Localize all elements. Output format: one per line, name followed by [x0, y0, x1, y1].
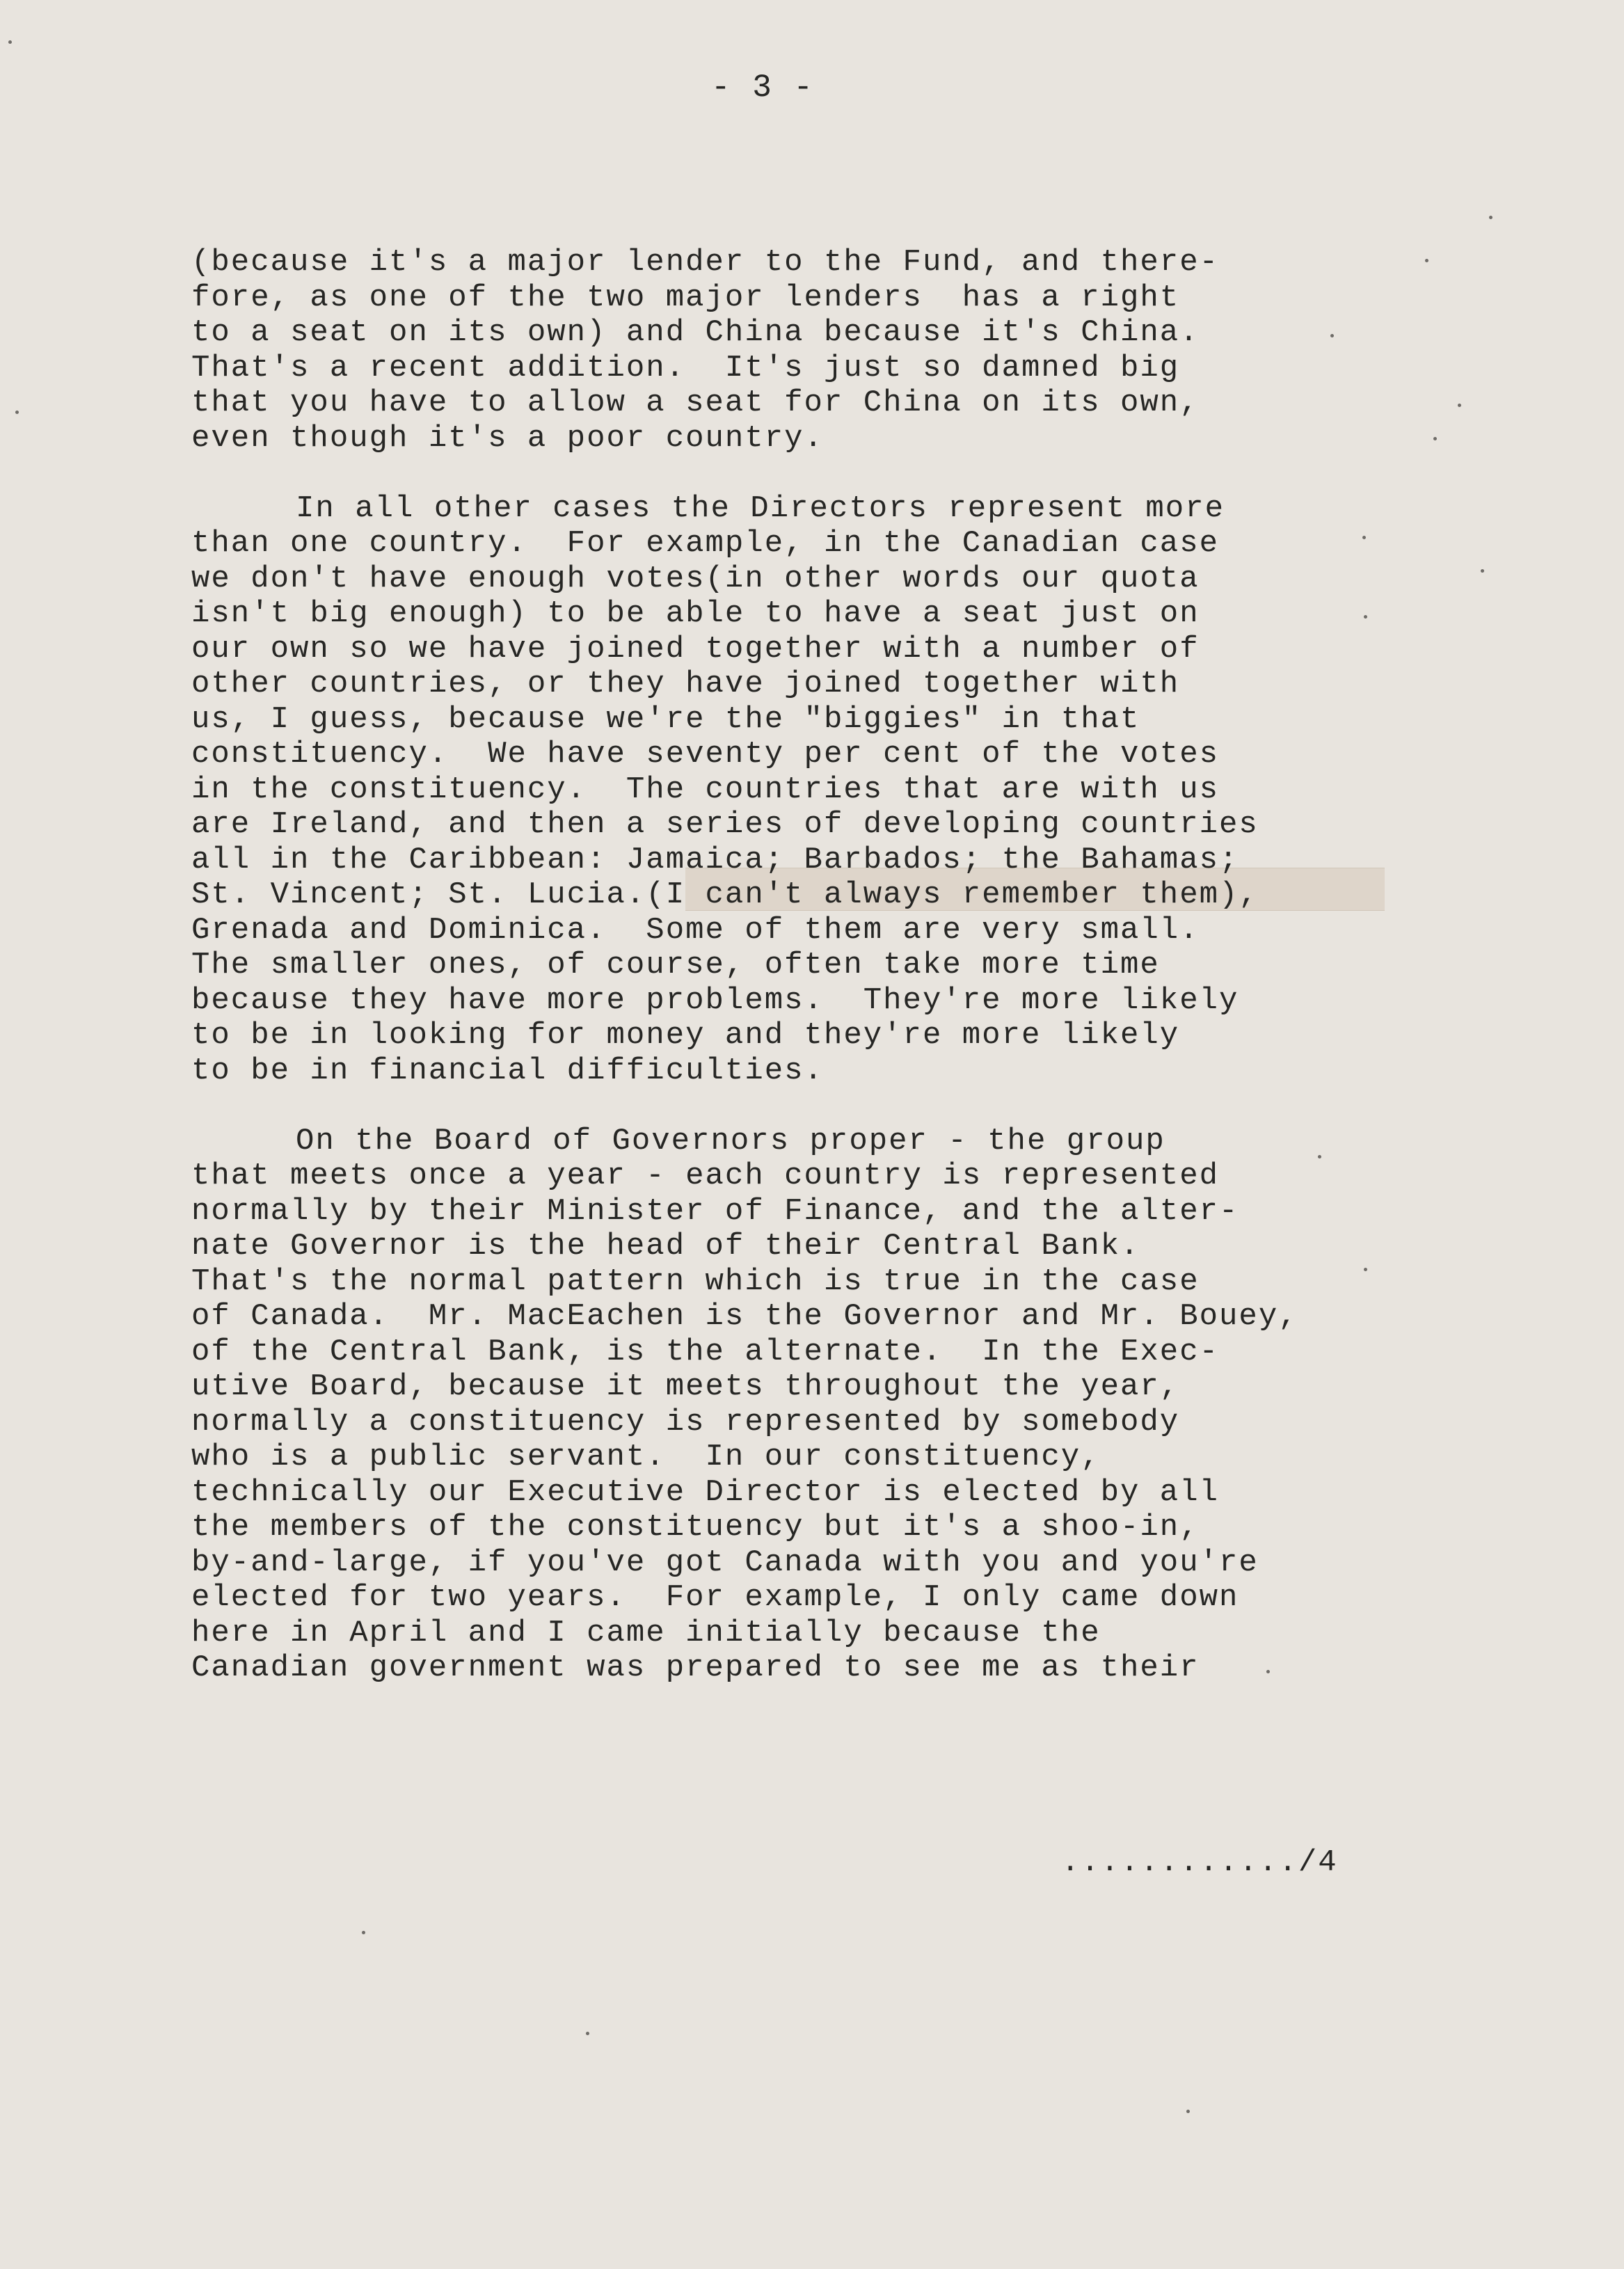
text-line: normally a constituency is represented by somebody	[191, 1404, 1180, 1440]
text-line: St. Vincent; St. Lucia.(I can't always remember them),	[191, 877, 1259, 912]
body-text	[191, 245, 1374, 1721]
text-line: our own so we have joined together with a number of	[191, 631, 1200, 667]
scan-speck	[1186, 2110, 1190, 2113]
text-line: Grenada and Dominica. Some of them are very small.	[191, 912, 1200, 948]
text-line: that you have to allow a seat for China on its own,	[191, 385, 1200, 420]
text-line: to be in looking for money and they're more likely	[191, 1018, 1180, 1053]
text-line: constituency. We have seventy per cent of the votes	[191, 737, 1220, 772]
text-line: here in April and I came initially because the	[191, 1615, 1101, 1650]
scan-speck	[362, 1931, 365, 1934]
scan-speck	[8, 40, 12, 44]
continuation-marker: ............/4	[1061, 1845, 1338, 1880]
scan-speck	[1425, 259, 1428, 262]
scan-speck	[15, 411, 19, 414]
paragraph-2	[191, 491, 1374, 1089]
text-line: in the constituency. The countries that are with us	[191, 772, 1220, 807]
text-line: utive Board, because it meets throughout the year,	[191, 1369, 1180, 1404]
text-line: by-and-large, if you've got Canada with you and you're	[191, 1545, 1259, 1580]
text-line: we don't have enough votes(in other words our quota	[191, 561, 1200, 596]
text-line: even though it's a poor country.	[191, 420, 824, 456]
page-number: - 3 -	[711, 70, 815, 106]
text-line: nate Governor is the head of their Central Bank.	[191, 1229, 1140, 1264]
scan-speck	[1481, 569, 1484, 573]
text-line: who is a public servant. In our constituency,	[191, 1440, 1101, 1474]
text-line: In all other cases the Directors represent more	[296, 491, 1225, 526]
paragraph-3	[191, 1124, 1374, 1686]
scan-speck	[1433, 437, 1437, 440]
scan-speck	[586, 2032, 589, 2035]
text-line: isn't big enough) to be able to have a seat just on	[191, 596, 1200, 631]
scan-speck	[1330, 334, 1334, 337]
paragraph-1	[191, 245, 1374, 456]
scan-speck	[1458, 404, 1461, 407]
text-line: (because it's a major lender to the Fund, and there-	[191, 245, 1220, 280]
text-line: The smaller ones, of course, often take more time	[191, 948, 1160, 982]
text-line: normally by their Minister of Finance, and the alter-	[191, 1193, 1239, 1229]
text-line: us, I guess, because we're the "biggies" in that	[191, 701, 1140, 737]
text-line: That's the normal pattern which is true in the case	[191, 1264, 1200, 1299]
text-line: of the Central Bank, is the alternate. In the Exec-	[191, 1334, 1220, 1369]
text-line: the members of the constituency but it's a shoo-in,	[191, 1510, 1200, 1545]
text-line: that meets once a year - each country is represented	[191, 1159, 1220, 1193]
text-line: Canadian government was prepared to see me as their	[191, 1650, 1200, 1685]
text-line: That's a recent addition. It's just so damned big	[191, 350, 1180, 385]
text-line: because they have more problems. They're more likely	[191, 982, 1239, 1018]
text-line: to be in financial difficulties.	[191, 1053, 824, 1088]
text-line: other countries, or they have joined together with	[191, 667, 1180, 701]
text-line: technically our Executive Director is elected by all	[191, 1474, 1220, 1510]
text-line: than one country. For example, in the Canadian case	[191, 526, 1220, 561]
text-line: are Ireland, and then a series of developing countries	[191, 807, 1259, 842]
scan-speck	[1364, 615, 1367, 619]
scan-speck	[1266, 1670, 1270, 1673]
text-line: to a seat on its own) and China because it's China.	[191, 315, 1200, 350]
scan-speck	[1318, 1155, 1321, 1159]
text-line: all in the Caribbean: Jamaica; Barbados; the Bahamas;	[191, 842, 1239, 877]
text-line: of Canada. Mr. MacEachen is the Governor and Mr. Bouey,	[191, 1299, 1298, 1334]
scan-speck	[1362, 536, 1366, 539]
text-line: fore, as one of the two major lenders has a right	[191, 280, 1180, 315]
scan-speck	[1489, 216, 1492, 219]
text-line: elected for two years. For example, I only came down	[191, 1580, 1239, 1615]
text-line: On the Board of Governors proper - the group	[296, 1123, 1165, 1159]
scan-speck	[1364, 1268, 1367, 1271]
